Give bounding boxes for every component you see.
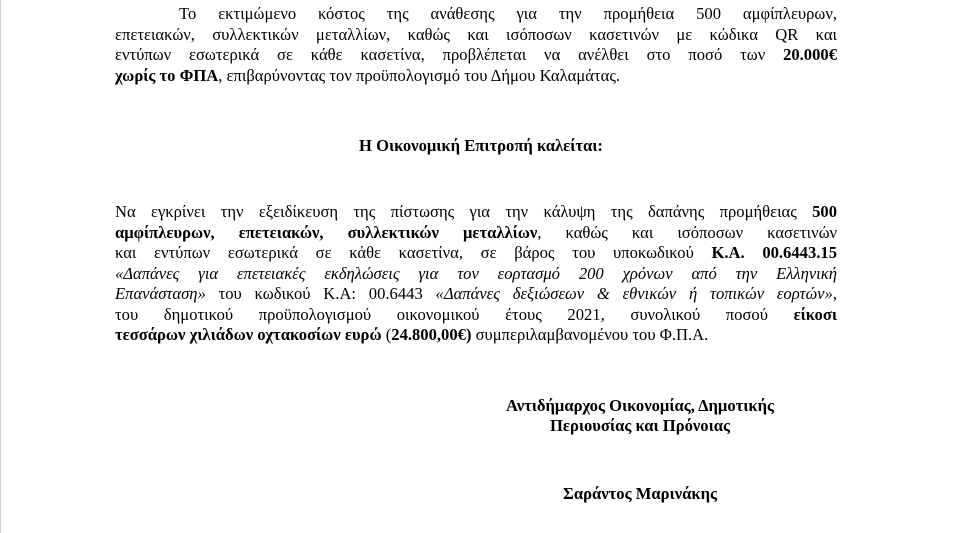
- decision-line-6: του δημοτικού προϋπολογισμού οικονομικού έτους 2021, συνολικού ποσού είκοσι: [115, 304, 837, 324]
- committee-heading: Η Οικονομική Επιτροπή καλείται:: [359, 136, 603, 155]
- intro-line-4: χωρίς το ΦΠΑ, επιβαρύνοντας τον προϋπολογισμό του Δήμου Καλαμάτας.: [115, 65, 621, 85]
- intro-amount: 20.000€: [783, 45, 837, 64]
- decision-line-2: αμφίπλευρων, επετειακών, συλλεκτικών μεταλλίων, καθώς και ισόποσων κασετινών: [115, 222, 837, 242]
- intro-line-1: Το εκτιμώμενο κόστος της ανάθεσης για την προμήθεια 500 αμφίπλευρων,: [179, 4, 837, 23]
- page-left-border: [0, 0, 1, 533]
- decision-line-1: Να εγκρίνει την εξειδίκευση της πίστωσης για την κάλυψη της δαπάνης προμήθειας 500: [115, 202, 837, 221]
- budget-code: Κ.Α. 00.6443.15: [711, 243, 837, 262]
- intro-line-3: εντύπων εσωτερικά σε κάθε κασετίνα, προβλέπεται να ανέλθει στο ποσό των 20.000€: [115, 45, 837, 64]
- decision-line-7: τεσσάρων χιλιάδων οχτακοσίων ευρώ (24.800,00€) συμπεριλαμβανομένου του Φ.Π.Α.: [115, 325, 709, 344]
- intro-vat-note: χωρίς το ΦΠΑ: [115, 65, 219, 85]
- decision-line-5: Επανάσταση» του κωδικού Κ.Α: 00.6443 «Δαπάνες δεξιώσεων & εθνικών ή τοπικών εορτών»,: [115, 284, 838, 303]
- total-amount: 24.800,00€): [391, 325, 472, 344]
- signatory-name: Σαράντος Μαρινάκης: [562, 484, 718, 503]
- decision-line-4: «Δαπάνες για επετειακές εκδηλώσεις για τον εορτασμό 200 χρόνων από την Ελληνική: [115, 263, 837, 283]
- intro-line-2: επετειακών, συλλεκτικών μεταλλίων, καθώς και ισόποσων κασετινών με κώδικα QR και: [115, 24, 837, 44]
- intro-paragraph: [115, 4, 837, 86]
- signature-title-line-1: Αντιδήμαρχος Οικονομίας, Δημοτικής: [505, 396, 775, 415]
- decision-line-3: και εντύπων εσωτερικά σε κάθε κασετίνα, σε βάρος του υποκωδικού Κ.Α. 00.6443.15: [115, 243, 837, 262]
- decision-paragraph: [115, 202, 837, 346]
- signature-title-line-2: Περιουσίας και Πρόνοιας: [549, 416, 730, 435]
